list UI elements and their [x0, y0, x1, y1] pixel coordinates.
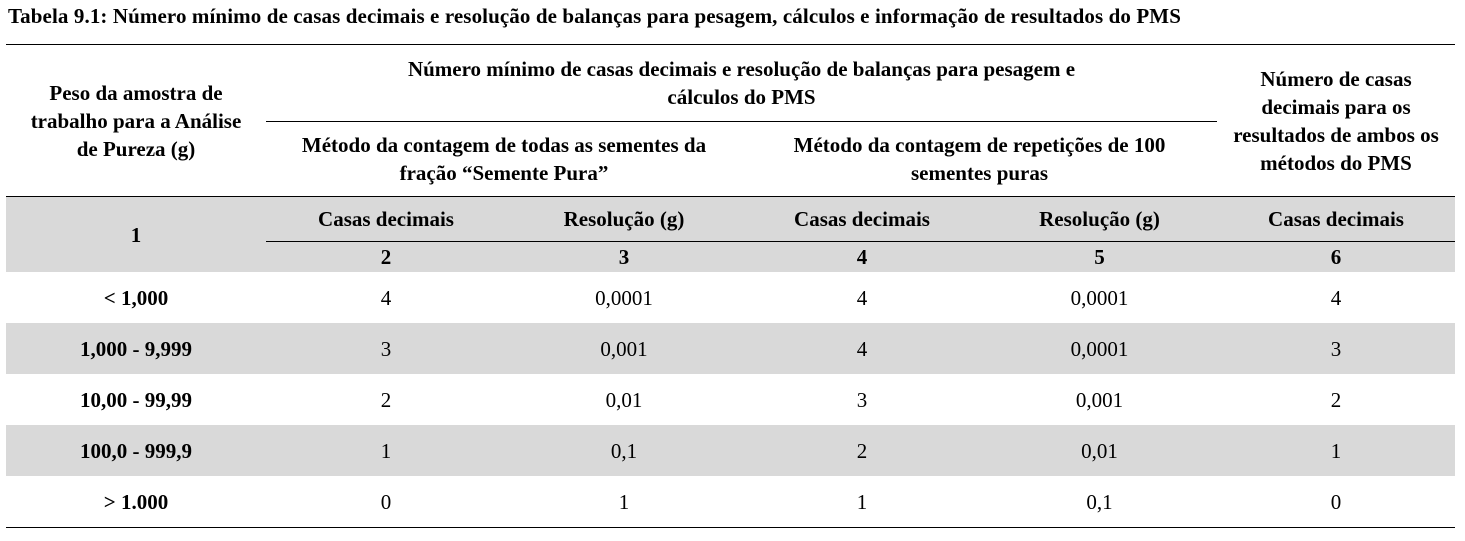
- row-peso: < 1,000: [103, 285, 169, 310]
- table-row: [6, 272, 1455, 323]
- col-number-1: 1: [130, 222, 142, 247]
- cell-c3: 0,1: [610, 438, 638, 463]
- row-peso: 10,00 - 99,99: [80, 387, 192, 412]
- sub-header-c5: Resolução (g): [982, 197, 1217, 242]
- cell-c3: 0,01: [605, 387, 643, 412]
- cell-c2: 2: [380, 387, 392, 412]
- cell-c3: 0,0001: [595, 285, 653, 310]
- row-peso: 100,0 - 999,9: [80, 438, 192, 463]
- col-header-group: Número mínimo de casas decimais e resolução de balanças para pesagem e cálculos do PMS: [266, 45, 1217, 122]
- cell-c6: 1: [1330, 438, 1342, 463]
- cell-c4: 4: [856, 285, 868, 310]
- sub-header-c4: Casas decimais: [742, 197, 982, 242]
- pms-table: [6, 44, 1455, 528]
- table-row: [6, 476, 1455, 528]
- cell-c6: 0: [1330, 489, 1342, 514]
- sub-header-c3: Resolução (g): [506, 197, 742, 242]
- cell-c2: 1: [380, 438, 392, 463]
- cell-c5: 0,001: [1075, 387, 1124, 412]
- col-number-5: 5: [1094, 245, 1105, 269]
- cell-c5: 0,0001: [1070, 336, 1129, 361]
- row-peso: > 1.000: [103, 489, 169, 514]
- cell-c6: 4: [1330, 285, 1342, 310]
- table-row: [6, 425, 1455, 476]
- col-number-2: 2: [380, 245, 392, 269]
- cell-c2: 4: [380, 285, 392, 310]
- col-number-3: 3: [618, 245, 630, 269]
- cell-c5: 0,01: [1081, 438, 1118, 463]
- cell-c2: 3: [380, 336, 392, 361]
- cell-c4: 4: [856, 336, 868, 361]
- cell-c5: 0,1: [1086, 489, 1113, 514]
- table-caption: Tabela 9.1: Número mínimo de casas decimais e resolução de balanças para pesagem, cálculos e informação de resultados do PMS: [8, 4, 1181, 28]
- cell-c2: 0: [380, 489, 392, 514]
- col-header-method2: Método da contagem de repetições de 100 sementes puras: [793, 133, 1166, 185]
- cell-c6: 3: [1330, 336, 1342, 361]
- table-row: [6, 374, 1455, 425]
- col-number-4: 4: [856, 245, 868, 269]
- cell-c6: 2: [1330, 387, 1342, 412]
- cell-c4: 1: [856, 489, 868, 514]
- row-peso: 1,000 - 9,999: [80, 336, 192, 361]
- cell-c4: 3: [856, 387, 868, 412]
- cell-c5: 0,0001: [1070, 285, 1129, 310]
- col-number-6: 6: [1330, 245, 1342, 269]
- table-row: [6, 323, 1455, 374]
- header-row-3: [6, 197, 1455, 242]
- cell-c3: 0,001: [600, 336, 648, 361]
- col-header-method1: Método da contagem de todas as sementes da fração “Semente Pura”: [301, 133, 707, 185]
- col-header-result-decimals: Número de casas decimais para os resultados de ambos os métodos do PMS: [1233, 66, 1439, 175]
- sub-header-c2: Casas decimais: [266, 197, 506, 242]
- col-header-peso: Peso da amostra de trabalho para a Análise de Pureza (g): [30, 80, 242, 161]
- header-row-1: [6, 45, 1455, 122]
- sub-header-c6: Casas decimais: [1217, 197, 1455, 242]
- cell-c4: 2: [856, 438, 868, 463]
- cell-c3: 1: [618, 489, 630, 514]
